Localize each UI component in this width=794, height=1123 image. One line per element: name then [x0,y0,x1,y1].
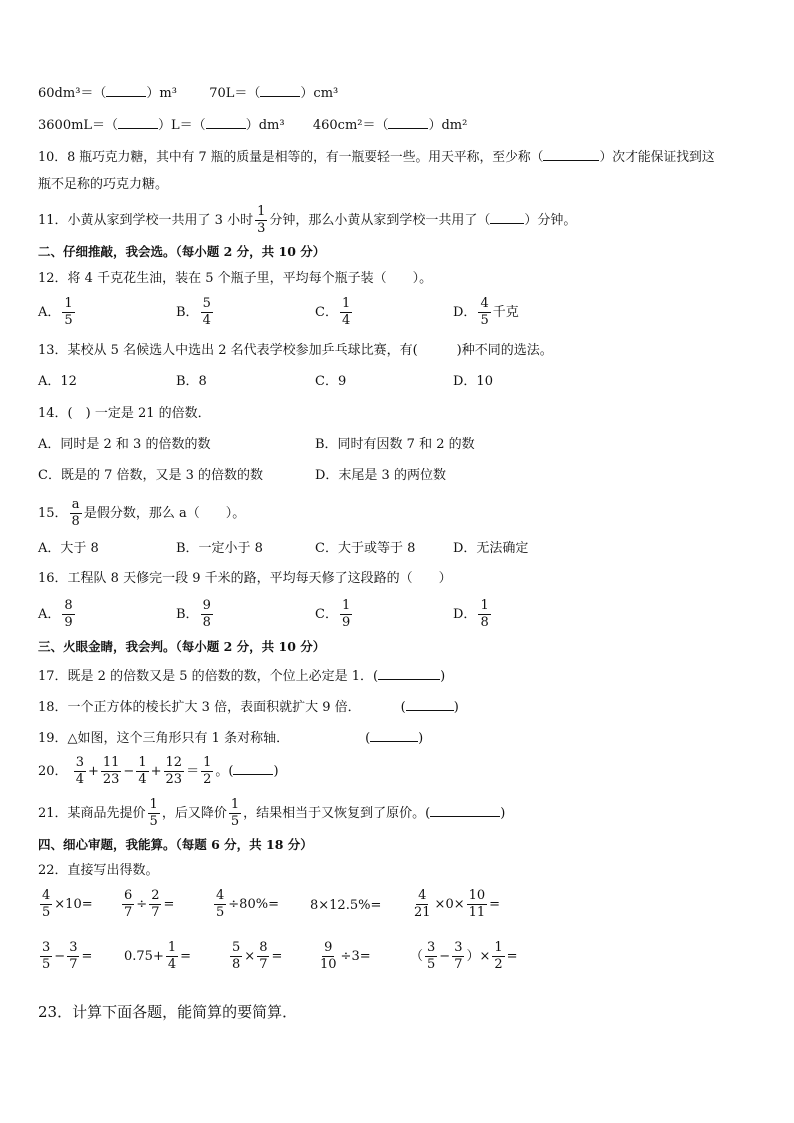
text: 60dm³＝（ [38,86,107,101]
question-13-stem: 13．某校从 5 名候选人中选出 2 名代表学校参加乒乓球比赛，有( )种不同的选法。 [38,343,553,358]
question-14-stem: 14．( ) 一定是 21 的倍数． [38,406,211,421]
question-11 [38,204,576,237]
text: ）m³ [146,86,177,101]
fraction: $\frac{5}{4}$ [202,296,211,328]
question-20: 20． $\frac{3}{4}$ + $\frac{11}{23}$ − $\frac{1}{4}$ + $\frac{12}{23}$ ＝ $\frac{1}{2}$ 。( ) [38,755,279,787]
question-text: 19．△如图，这个三角形只有 1 条对称轴． [38,731,290,746]
calc-item: （ $\frac{3}{5}$ − $\frac{3}{7}$ ）× $\frac{1}{2}$ = [410,940,518,972]
calc-item: $\frac{4}{21}$ ×0× $\frac{10}{11}$ = [414,888,501,920]
option-c[interactable]: C．既是的 7 倍数，又是 3 的倍数的数 [38,468,264,483]
fraction: $\frac{11}{23}$ [102,755,120,787]
option-b[interactable]: B．一定小于 8 [176,541,263,556]
text: ）L＝（ [158,118,206,133]
question-text: ）次才能保证找到这 [599,150,715,165]
option-c[interactable] [315,598,354,631]
question-text: 17．既是 2 的倍数又是 5 的倍数的数，个位上必定是 1．( [38,669,379,684]
section-3-heading: 三、火眼金睛，我会判。（每小题 2 分，共 10 分） [38,639,326,654]
question-text: 是假分数，那么 a（ ）。 [83,506,246,521]
calc-item: $\frac{6}{7}$ ÷ $\frac{2}{7}$ = [124,888,175,920]
calc-item: $\frac{3}{5}$ − $\frac{3}{7}$ = [42,940,93,972]
fraction: $\frac{1}{8}$ [480,598,489,630]
question-17 [38,665,445,686]
option-suffix: 千克 [492,305,519,320]
question-text: 分钟，那么小黄从家到学校一共用了（ [269,213,491,228]
fraction: $\frac{1}{5}$ [230,797,240,829]
option-b[interactable] [176,598,215,631]
answer-blank[interactable] [388,114,428,129]
unit-conversion-line-1 [38,82,338,103]
option-c[interactable] [315,296,354,329]
answer-blank[interactable] [118,114,158,129]
fraction: $\frac{1}{5}$ [149,797,158,829]
option-label: A． [38,607,61,622]
calc-item: $\frac{5}{8}$ × $\frac{8}{7}$ = [232,940,283,972]
option-b[interactable]: B．8 [176,374,207,389]
fraction: $\frac{9}{8}$ [202,598,211,630]
calc-item: 0.75+ $\frac{1}{4}$ = [124,940,192,972]
option-d[interactable] [453,598,493,631]
answer-blank[interactable] [370,727,418,742]
question-text: ，后又降价 [161,806,227,821]
text: ( [400,700,406,715]
fraction: $\frac{1}{4}$ [138,755,147,787]
option-label: B． [176,607,199,622]
option-a[interactable]: A．12 [38,374,77,389]
calc-item: $\frac{9}{10}$ ÷3= [320,940,371,972]
text: ) [418,731,424,746]
option-label: C． [315,607,338,622]
question-16-stem: 16．工程队 8 天修完一段 9 千米的路，平均每天修了这段路的（ ） [38,571,452,586]
text: ) [440,669,446,684]
section-4-heading: 四、细心审题，我能算。（每题 6 分，共 18 分） [38,837,313,852]
question-text: ，结果相当于又恢复到了原价。( [243,806,431,821]
option-d[interactable] [453,296,519,329]
question-12-stem: 12．将 4 千克花生油，装在 5 个瓶子里，平均每个瓶子装（ ）。 [38,271,433,286]
option-d[interactable]: D．末尾是 3 的两位数 [315,468,446,483]
fraction: $\frac{1}{5}$ [64,296,73,328]
answer-blank[interactable] [233,760,273,775]
question-22-stem: 22．直接写出得数。 [38,863,159,878]
section-2-heading: 二、仔细推敲，我会选。（每小题 2 分，共 10 分） [38,244,326,259]
question-15 [38,497,245,530]
option-d[interactable]: D．无法确定 [453,541,529,556]
calc-item: $\frac{4}{5}$ ×10= [42,888,93,920]
question-text: ）分钟。 [524,213,577,228]
question-19 [38,727,423,748]
option-a[interactable]: A．同时是 2 和 3 的倍数的数 [38,437,211,452]
fraction: $\frac{8}{9}$ [64,598,73,630]
question-10 [38,146,715,167]
text: 3600mL＝（ [38,118,119,133]
question-10-line-2: 瓶不足称的巧克力糖。 [38,177,169,192]
option-c[interactable]: C．大于或等于 8 [315,541,416,556]
question-text: 21．某商品先提价 [38,806,146,821]
option-label: D． [453,607,477,622]
option-b[interactable]: B．同时有因数 7 和 2 的数 [315,437,475,452]
answer-blank[interactable] [378,665,440,680]
question-text: 11．小黄从家到学校一共用了 3 小时 [38,213,254,228]
text: ) [453,700,459,715]
text: ）cm³ [300,86,339,101]
fraction: $\frac{1}{9}$ [341,598,351,630]
answer-blank[interactable] [260,82,300,97]
option-label: A． [38,305,61,320]
text: 70L＝（ [209,86,261,101]
option-a[interactable] [38,296,77,329]
option-c[interactable]: C．9 [315,374,347,389]
answer-blank[interactable] [406,696,454,711]
fraction: $\frac{1}{4}$ [341,296,351,328]
text: 460cm²＝（ [312,118,389,133]
answer-blank[interactable] [430,802,500,817]
option-label: B． [176,305,199,320]
fraction: $\frac{a}{8}$ [71,497,80,529]
question-18 [38,696,459,717]
question-text: 18．一个正方体的棱长扩大 3 倍，表面积就扩大 9 倍． [38,700,361,715]
unit-conversion-line-2 [38,114,467,135]
calc-item: $\frac{4}{5}$ ÷80%= [216,888,279,920]
fraction: $\frac{4}{5}$ [480,296,489,328]
option-b[interactable] [176,296,215,329]
fraction: $\frac{1}{3}$ [257,204,266,236]
answer-blank[interactable] [543,146,599,161]
option-label: D． [453,305,477,320]
question-23: 23．计算下面各题，能简算的要简算． [38,1003,298,1021]
text: ）dm³ [245,118,285,133]
calc-item: 8×12.5%= [310,898,382,913]
fraction: $\frac{12}{23}$ [165,755,183,787]
question-number: 20． [38,764,68,779]
option-label: C． [315,305,338,320]
question-text: 15． [38,506,68,521]
option-a[interactable] [38,598,77,631]
question-text: 10．8 瓶巧克力糖，其中有 7 瓶的质量是相等的，有一瓶要轻一些。用天平称，至少称（ [38,150,544,165]
question-21: 21．某商品先提价 $\frac{1}{5}$ ，后又降价 $\frac{1}{5}$ ，结果相当于又恢复到了原价。( ) [38,797,506,829]
fraction: $\frac{3}{4}$ [75,755,84,787]
text: ( [365,731,371,746]
fraction: $\frac{1}{2}$ [203,755,212,787]
option-d[interactable]: D．10 [453,374,493,389]
text: ）dm² [428,118,468,133]
option-a[interactable]: A．大于 8 [38,541,99,556]
answer-blank[interactable] [490,209,524,224]
answer-blank[interactable] [106,82,146,97]
answer-blank[interactable] [206,114,246,129]
